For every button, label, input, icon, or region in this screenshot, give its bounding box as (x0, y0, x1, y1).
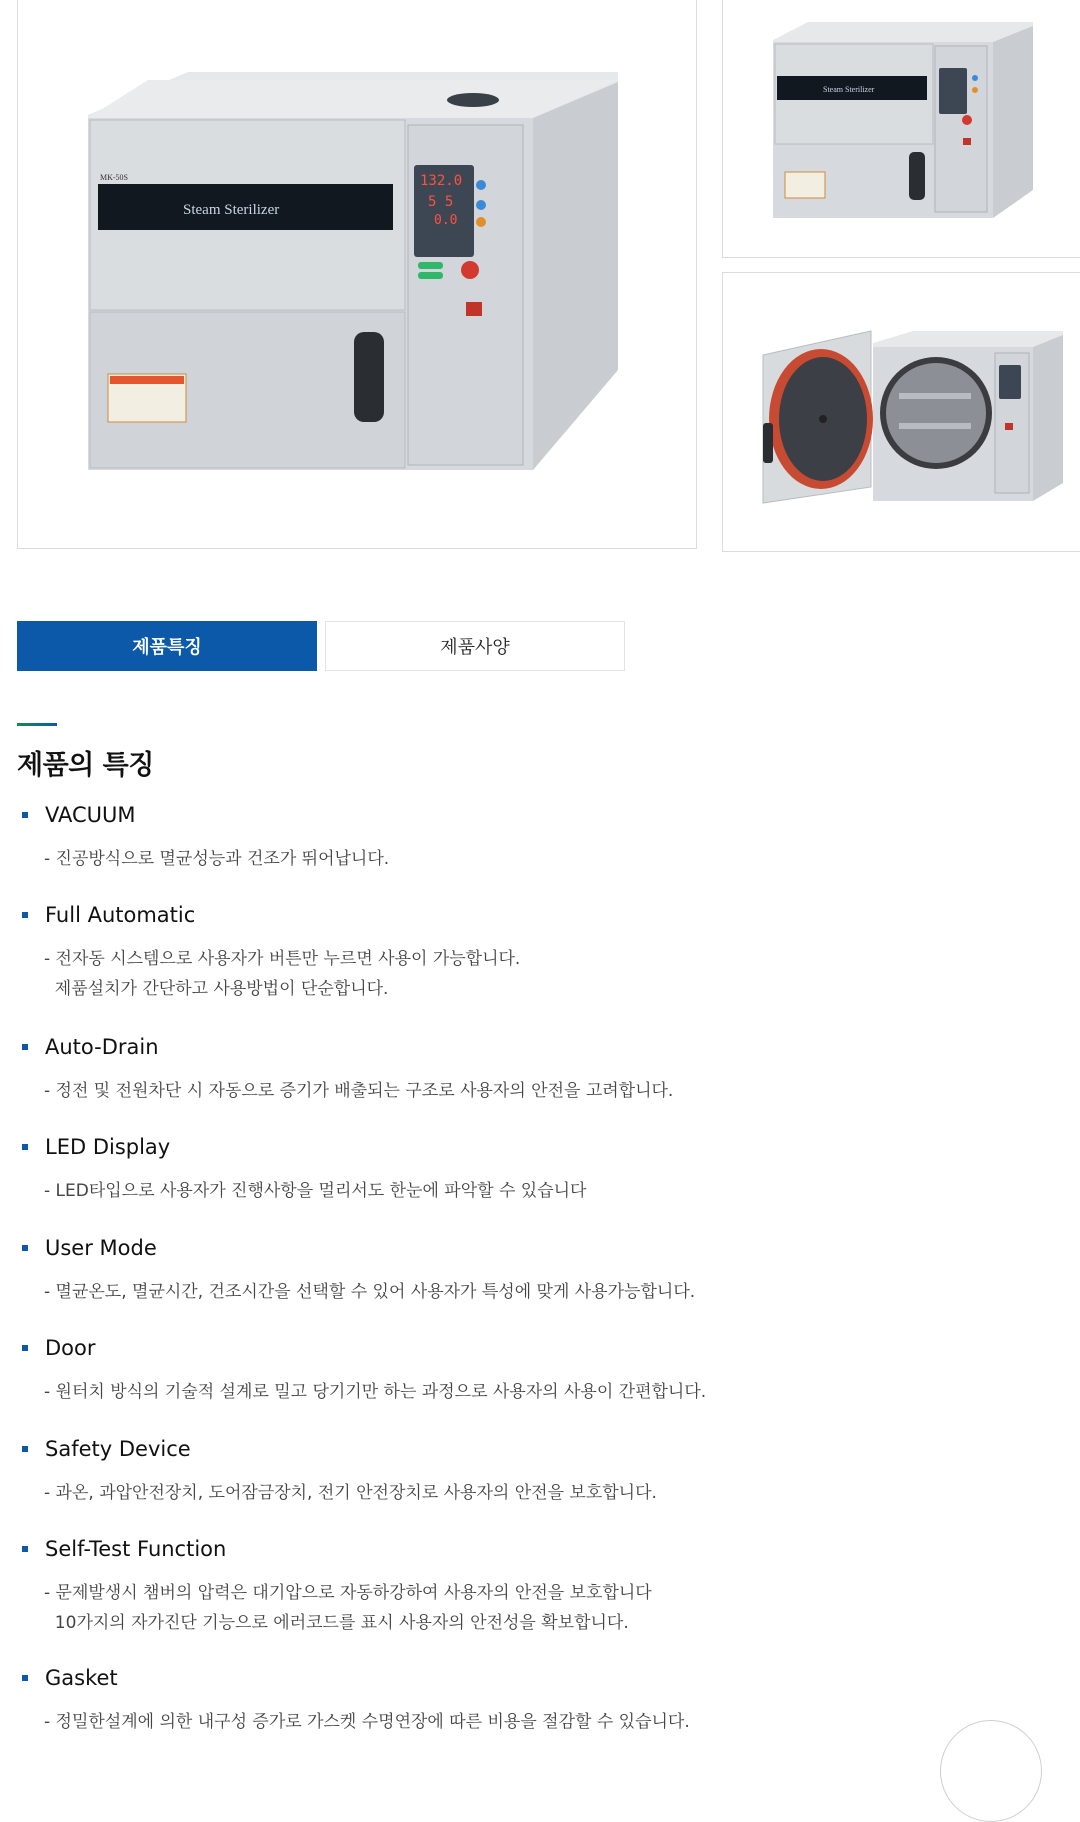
display-pressure: 0.0 (434, 213, 458, 228)
product-thumbnail-1[interactable] (722, 0, 1080, 258)
display-time: 5 5 (428, 194, 454, 210)
feature-auto-drain (17, 1032, 1057, 1106)
square-bullet-icon (22, 1044, 28, 1050)
square-bullet-icon (22, 1144, 28, 1150)
section-title: 제품의 특징 (17, 750, 154, 781)
square-bullet-icon (22, 812, 28, 818)
feature-full-automatic (17, 900, 1057, 1004)
feature-desc: - 정밀한설계에 의한 내구성 증가로 가스켓 수명연장에 따른 비용을 절감할 수 있습니다. (44, 1712, 690, 1732)
feature-led-display (17, 1132, 1057, 1206)
feature-vacuum (17, 800, 1057, 874)
feature-user-mode (17, 1233, 1057, 1307)
feature-safety-device (17, 1434, 1057, 1508)
feature-name: Safety Device (45, 1437, 191, 1461)
feature-name: VACUUM (45, 803, 136, 827)
feature-desc: - LED타입으로 사용자가 진행사항을 멀리서도 한눈에 파악할 수 있습니다 (44, 1181, 587, 1201)
product-tabs (17, 621, 625, 671)
model-label: MK-50S (100, 173, 129, 182)
feature-desc: - 전자동 시스템으로 사용자가 버튼만 누르면 사용이 가능합니다. 제품설치가 간단하고 사용방법이 단순합니다. (44, 949, 521, 999)
product-main-image[interactable] (17, 0, 697, 549)
section-accent-line (17, 723, 57, 726)
display-temp: 132.0 (420, 173, 463, 189)
feature-name: LED Display (45, 1135, 171, 1159)
feature-desc: - 과온, 과압안전장치, 도어잠금장치, 전기 안전장치로 사용자의 안전을 보호합니다. (44, 1483, 657, 1503)
feature-name: Full Automatic (45, 903, 196, 927)
feature-desc: - 멸균온도, 멸균시간, 건조시간을 선택할 수 있어 사용자가 특성에 맞게 사용가능합니다. (44, 1282, 696, 1302)
feature-desc: - 문제발생시 챔버의 압력은 대기압으로 자동하강하여 사용자의 안전을 보호합니다 10가지의 자가진단 기능으로 에러코드를 표시 사용자의 안전성을 확보합니다. (44, 1583, 652, 1633)
feature-desc: - 진공방식으로 멸균성능과 건조가 뛰어납니다. (44, 849, 390, 869)
scroll-top-icon[interactable] (940, 1720, 1042, 1822)
feature-desc: - 정전 및 전원차단 시 자동으로 증기가 배출되는 구조로 사용자의 안전을 고려합니다. (44, 1081, 674, 1101)
feature-name: User Mode (45, 1236, 157, 1260)
tab-specifications[interactable]: 제품사양 (325, 621, 625, 671)
feature-name: Door (45, 1336, 96, 1360)
square-bullet-icon (22, 1446, 28, 1452)
feature-gasket (17, 1663, 1057, 1737)
feature-name: Self-Test Function (45, 1537, 227, 1561)
main-panel-text: Steam Sterilizer (183, 202, 280, 218)
square-bullet-icon (22, 1345, 28, 1351)
square-bullet-icon (22, 912, 28, 918)
feature-desc: - 원터치 방식의 기술적 설계로 밀고 당기기만 하는 과정으로 사용자의 사용이 간편합니다. (44, 1382, 707, 1402)
feature-door (17, 1333, 1057, 1407)
product-thumbnail-2[interactable] (722, 272, 1080, 552)
square-bullet-icon (22, 1675, 28, 1681)
feature-name: Gasket (45, 1666, 118, 1690)
feature-name: Auto-Drain (45, 1035, 159, 1059)
square-bullet-icon (22, 1546, 28, 1552)
thumb-panel-text: Steam Sterilizer (823, 85, 875, 94)
tab-features[interactable]: 제품특징 (17, 621, 317, 671)
feature-self-test (17, 1534, 1057, 1638)
square-bullet-icon (22, 1245, 28, 1251)
